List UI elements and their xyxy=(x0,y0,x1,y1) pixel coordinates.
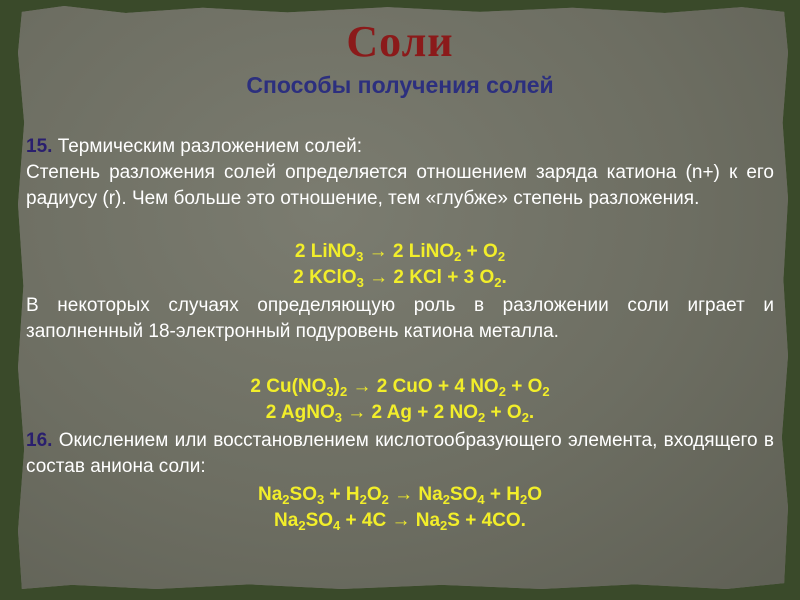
section-15-number: 15. xyxy=(26,136,53,157)
section-15-heading-line xyxy=(26,134,774,160)
section-16-text xyxy=(26,428,774,480)
section-16-number: 16. xyxy=(26,430,53,451)
section-15-heading: Термическим разложением солей: xyxy=(57,136,363,157)
equation-4: 2 AgNO$_3$ → 2 Ag + 2 $NO_2 + O_2$. xyxy=(265,402,535,425)
slide-subtitle: Способы получения солей xyxy=(246,72,554,98)
equation-2: 2 KClO$_3$ → 2 KCl + 3 $O_2$. xyxy=(293,267,507,290)
section-15-paragraph-2: В некоторых случаях определяющую роль в разложении соли играет и заполненный 18-электронный подуровень катиона металла. xyxy=(26,295,774,342)
slide-title: Соли xyxy=(346,17,454,66)
section-15-paragraph: Степень разложения солей определяется отношением заряда катиона (n+) к его радиусу (r). Чем больше это отношение, тем «глубже» степень разложения. xyxy=(26,162,774,209)
section-16-body: Окислением или восстановлением кислотообразующего элемента, входящего в состав аниона соли: xyxy=(26,430,774,477)
equation-5: $Na_2SO_3 + H_2O_2 \to Na_2SO_4 + H_2O$ xyxy=(257,484,542,507)
equation-6: $Na_2SO_4 + 4C \to Na_2S + 4CO$. xyxy=(274,510,526,533)
equation-3: 2 $Cu(NO_3)_2 \to 2$ CuO + 4 $NO_2 + O_2$ xyxy=(250,376,550,399)
equation-1: 2 LiNO$_3$ → 2 LiNO$_2$ + $O_2$ xyxy=(294,241,506,264)
